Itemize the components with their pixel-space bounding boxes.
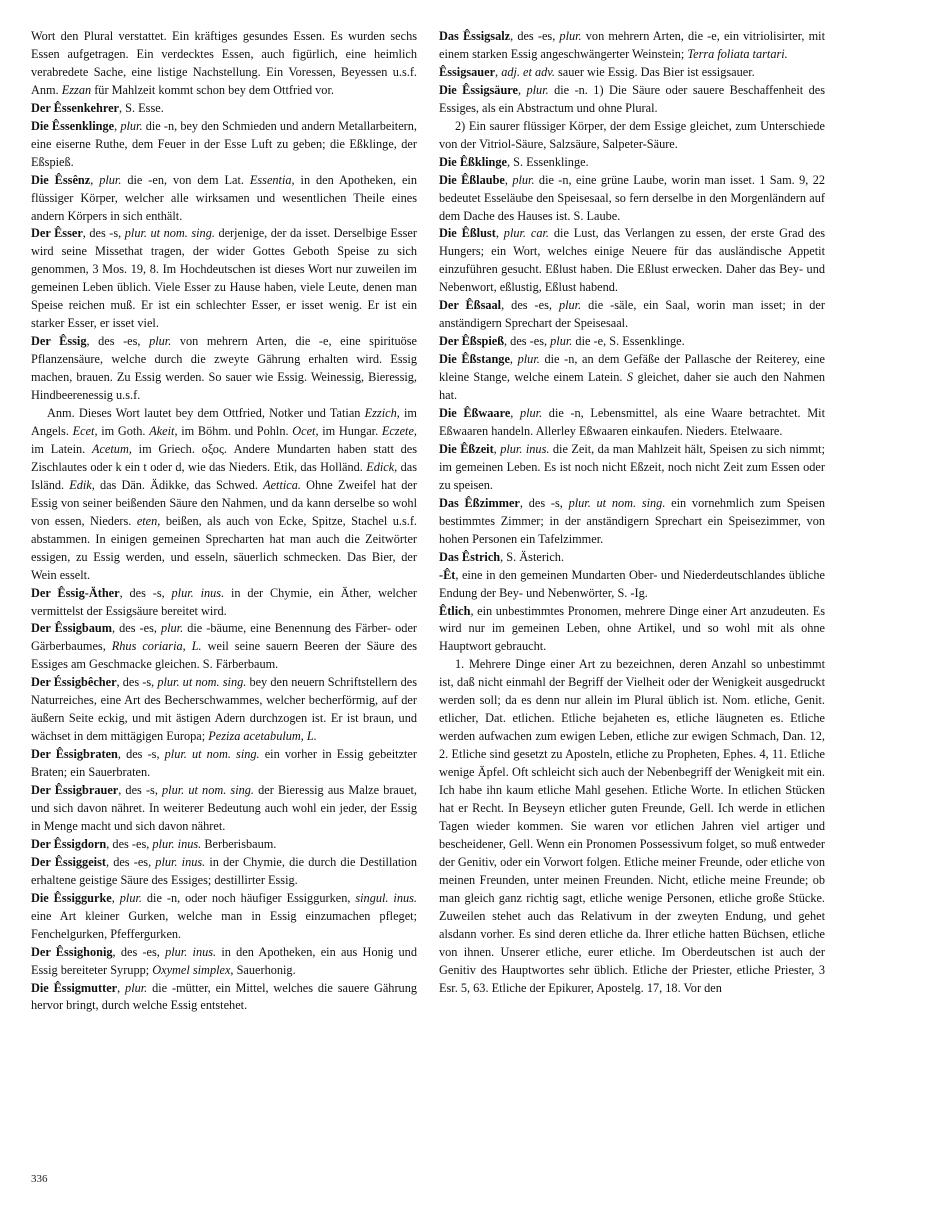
entry-text: , — [114, 118, 121, 133]
entry-text: , S. Esse. — [119, 100, 164, 115]
right-entry — [439, 154, 825, 172]
entry-text: , des -es, — [510, 29, 560, 43]
italic-text: plur. car. — [503, 226, 549, 241]
italic-text: plur. — [125, 980, 148, 995]
italic-text: Peziza acetabulum, L. — [208, 729, 317, 744]
headword: Die Êssigsäure — [439, 82, 518, 97]
right-entry — [439, 603, 825, 657]
entry-text: , des -es, — [112, 944, 166, 959]
italic-text: Edick, — [366, 459, 398, 474]
italic-text: plur. — [517, 352, 540, 367]
right-entry — [439, 64, 825, 82]
right-entry — [439, 405, 825, 441]
headword: Der Êssigbrauer — [31, 783, 119, 798]
entry-text: sauer wie Essig. Das Bier ist essigsauer. — [554, 64, 755, 79]
entry-text: die -säle, ein Saal, worin man isset; in der anständigern Sprechart der Speisesaal. — [439, 298, 825, 331]
right-entry — [439, 297, 825, 333]
right-entry — [439, 333, 825, 351]
right-entry — [439, 441, 825, 495]
italic-text: plur. — [149, 334, 172, 349]
entry-text: die -n, eine grüne Laube, worin man isset. 1 Sam. 9, 22 bedeutet Esseläube den Speisesaal, so fern derselbe in den Morgenländern auf dem Dache des Hauses ist. S. Laube. — [439, 172, 825, 223]
entry-text: eine Art kleiner Gurken, welche man in Essig einzumachen pfleget; Fenchelgurken, Pfeffergurken. — [31, 908, 417, 941]
entry-text: , — [510, 406, 520, 421]
left-entry — [31, 333, 417, 405]
entry-text: , — [517, 82, 527, 97]
entry-text: Berberisbaum. — [201, 836, 277, 851]
entry-text: 1. Mehrere Dinge einer Art zu bezeichnen, deren Anzahl so unbestimmt ist, daß nicht einmahl der Begriff der Vielheit oder der Wenigkeit ausgedruckt werden soll; da es denn nur allein im Plural üblich ist. Nom. etliche, Genit. etlicher, Dat. etlichen. Etliche bejaheten es, etliche läugneten es. Etliche werden aufwachen zum ewigen Leben, etliche zur ewigen Schmach, Dan. 12, 2. Etliche sind gesetzt zu Aposteln, etliche zu Propheten, Ephes. 4, 11. Etliche wenige Äpfel. Oft schleicht sich auch der Nebenbegriff der Wenigkeit mit ein. Ich habe ihn kaum etliche Mahl gesehen. Etliche Worte. In etlichen Stücken hat er Recht. In Beyseyn etlicher guten Freunde, Gell. Ich werde in etlichen Tagen wieder kommen. Sie waren vor etlichen Jahren viel artiger und bescheidener, Gell. Wenn ein Pronomen Possessivum folget, so muß entweder der Genitiv, oder ein Vorwort folgen. Etliche meiner Freunde, oder etliche von meinen Freunden, unter meinen Freunden. Nicht, etliche meine Freunde; ob man gleich ganz richtig sagt, etliche wenige Personen, etliche große Stücke. Zuweilen stehet auch das Relativum in der zweyten Endung, und gehet alsdann vorher. Es sind deren etliche da. Ihrer etliche hatten Büchsen, etliche von ihnen. Unserer etliche, eurer etliche. Im Oberdeutschen ist auch der Genitiv des Hauptwortes sehr üblich. Etliche der Priester, etliche Priester, 3 Esr. 5, 63. Etliche der Epikurer, Apostelg. 17, 18. Vor den — [439, 657, 825, 995]
left-entry — [31, 28, 417, 100]
entry-text: , ein unbestimmtes Pronomen, mehrere Dinge einer Art anzudeuten. Es wird nur im gemeinen Leben, ohne Artikel, und so wohl mit als ohne Hauptwort gebraucht. — [439, 603, 825, 654]
italic-text: plur. ut nom. sing. — [568, 495, 666, 510]
italic-text: eten, — [136, 513, 161, 528]
headword: Das Êssigsalz — [439, 29, 511, 43]
entry-text: Anm. Dieses Wort lautet bey dem Ottfried, Notker und Tatian — [47, 406, 365, 421]
entry-text: , des -es, — [501, 298, 559, 313]
headword: Der Êßsaal — [439, 298, 502, 313]
headword: Der Êssenkehrer — [31, 100, 120, 115]
right-entry — [439, 567, 825, 603]
entry-text: , des -es, — [105, 854, 156, 869]
entry-text: , — [90, 172, 100, 187]
entry-text: die Lust, das Verlangen zu essen, der erste Grad des Hungers; ein Wort, welches einige Neuere für das ausländische Appetit einzuführen gesucht. Eßlust haben. Die Eßlust erwecken. Daher das Bey- und Nebenwort, eßlustig, Eßlust habend. — [439, 226, 825, 295]
right-entry — [439, 172, 825, 226]
entry-text: in den Apotheken, ein flüssiger Körper, welcher alle wirksamen und wesentlichen Theile eines andern Körpers in sich enthält. — [31, 172, 417, 223]
italic-text: Ezzich, — [364, 406, 400, 421]
italic-text: plur. — [99, 172, 122, 187]
italic-text: plur. — [512, 172, 535, 187]
entry-text: weil seine sauern Beeren der Säure des Essiges am Geschmacke gleichen. S. Färberbaum. — [31, 639, 417, 672]
headword: Der Êssig — [31, 334, 87, 349]
headword: Der Êsser — [31, 226, 83, 241]
entry-text: das Isländ. — [31, 459, 418, 492]
italic-text: plur. inus. — [171, 585, 225, 600]
headword: Die Êßzeit — [439, 441, 494, 456]
headword: Die Êßlaube — [439, 172, 505, 187]
left-entry — [31, 782, 417, 836]
entry-text: derjenige, der da isset. Derselbige Esser wird seine Missethat tragen, der wider Gottes Geboth Speise zu sich genommen, 3 Mos. 19, 8. Im Hochdeutschen ist dieses Wort nur zuweilen im gemeinen Leben üblich. Viele Esser zu Hause haben, viele Leute, denen man Speise reichen muß. Er ist ein schlechter Esser, er isset wenig. Er ist ein starker Esser, er isset viel. — [31, 226, 417, 331]
entry-text: gleichet, daher sie auch den Nahmen hat. — [439, 370, 825, 403]
right-entry — [439, 82, 825, 118]
entry-text: , — [111, 890, 120, 905]
italic-text: S — [626, 370, 634, 385]
entry-text: die -n, oder noch häufiger Essiggurken, — [141, 890, 356, 905]
left-entry — [31, 100, 417, 118]
italic-text: Aettica. — [263, 477, 301, 492]
right-column — [439, 28, 825, 997]
left-entry — [31, 854, 417, 890]
entry-text: , des -es, — [86, 334, 150, 349]
entry-text: , — [117, 980, 126, 995]
left-paragraph — [31, 405, 417, 585]
entry-text: das Dän. Ädikke, das Schwed. — [94, 477, 264, 492]
italic-text: plur. inus. — [165, 944, 217, 959]
entry-text: im Latein. — [31, 441, 92, 456]
italic-text: singul. inus. — [355, 890, 417, 905]
entry-text: im Griech. οξος. Andere Mundarten haben statt des Zischlautes oder k ein t oder d, wie das Nieders. Etik, das Holländ. — [31, 441, 417, 474]
italic-text: Essentia, — [249, 172, 295, 187]
italic-text: Terra foliata tartari. — [687, 46, 788, 61]
entry-text: die -n. 1) Die Säure oder sauere Beschaffenheit des Essiges, als ein Abstractum und ohne Plural. — [439, 82, 825, 115]
headword: Der Éssigbêcher — [31, 675, 117, 690]
left-entry — [31, 674, 417, 746]
entry-text: im Böhm. und Pohln. — [177, 423, 293, 438]
entry-text: , S. Essenklinge. — [507, 154, 589, 169]
headword: Das Êßzimmer — [439, 495, 520, 510]
italic-text: plur. — [119, 890, 142, 905]
italic-text: plur. inus. — [500, 441, 550, 456]
entry-text: die -en, von dem Lat. — [121, 172, 250, 187]
headword: Der Êßspieß — [439, 334, 505, 349]
right-paragraph — [439, 656, 825, 997]
entry-text: 2) Ein saurer flüssiger Körper, der dem Essige gleichet, zum Unterschiede von der Vitriol-Säure, Salzsäure, Salpeter-Säure. — [439, 118, 825, 151]
entry-text: Ohne Zweifel hat der Essig von seiner beißenden Säure den Nahmen, und da kann derselbe so wohl von essen, Nieders. — [31, 477, 417, 528]
headword: Das Êstrich — [439, 549, 501, 564]
headword: Die Êssenklinge — [31, 118, 115, 133]
italic-text: Oxymel simplex, — [152, 962, 234, 977]
italic-text: Ezzan — [61, 82, 92, 97]
right-entry — [439, 351, 825, 405]
italic-text: Akeit, — [149, 423, 178, 438]
headword: Die Êßklinge — [439, 154, 507, 169]
italic-text: Ocet, — [292, 423, 319, 438]
entry-text: die Zeit, da man Mahlzeit hält, Speisen zu sich nimmt; im gemeinen Leben. Es ist noch nicht Eßzeit, noch nicht Zeit zum Essen oder zu speisen. — [439, 441, 825, 492]
italic-text: Rhus coriaria, L. — [111, 639, 202, 654]
entry-text: , des -es, — [504, 334, 551, 349]
entry-text: , des -es, — [106, 836, 153, 851]
headword: Die Êssiggurke — [31, 890, 112, 905]
left-entry — [31, 225, 417, 333]
entry-text: Wort den Plural verstattet. Ein kräftiges gesundes Essen. Es wurden sechs Essen aufgetragen. Ein verdecktes Essen, auch figürlich, eine heimlich verabredete Sache, eine listige Nachstellung. Ein Voressen, Beyessen u.s.f. Anm. — [31, 29, 417, 97]
italic-text: plur. ut nom. sing. — [164, 747, 260, 762]
entry-text: für Mahlzeit kommt schon bey dem Ottfried vor. — [91, 82, 334, 97]
entry-text: im Hungar. — [318, 423, 382, 438]
entry-text: , des -s, — [116, 675, 158, 690]
entry-text: ein vornehmlich zum Speisen bestimmtes Zimmer; in der anständigern Sprechart ein Speisezimmer, von hohen Personen ein Tafelzimmer. — [439, 495, 825, 546]
entry-text: die -mütter, ein Mittel, welches die sauere Gährung hervor bringt, durch welche Essig entstehet. — [31, 980, 417, 1013]
right-entry — [439, 549, 825, 567]
headword: Der Êssig-Äther — [31, 585, 120, 600]
entry-text: von mehrern Arten, die -e, ein vitriolisirter, mit einem starken Essig angeschwängerter Weinstein; — [439, 29, 825, 61]
left-entry — [31, 118, 417, 172]
entry-text: im Angels. — [31, 406, 417, 438]
entry-text: im Goth. — [97, 423, 150, 438]
entry-text: , des -es, — [112, 621, 161, 636]
left-entry — [31, 172, 417, 226]
left-entry — [31, 980, 417, 1016]
headword: Die Êßstange — [439, 352, 510, 367]
headword: Der Êssigbraten — [31, 747, 118, 762]
page-number: 336 — [31, 1173, 48, 1185]
headword: Der Êssigbaum — [31, 621, 113, 636]
headword: Die Êssênz — [31, 172, 91, 187]
left-entry — [31, 890, 417, 944]
entry-text: beißen, als auch von Ecke, Spitze, Stachel u.s.f. abstammen. In einigen gemeinen Sprecharten hat man auch die Zeitwörter essigen, zu Essig werden, und esseln, säuerlich schmecken. Das Bier, der Wein esselt. — [31, 513, 417, 582]
italic-text: adj. et adv. — [501, 64, 555, 79]
italic-text: plur. ut nom. sing. — [162, 783, 254, 798]
headword: Die Êßwaare — [439, 406, 511, 421]
entry-text: , des -s, — [117, 747, 165, 762]
entry-text: , — [495, 226, 504, 241]
italic-text: plur. — [120, 118, 143, 133]
entry-text: , — [509, 352, 518, 367]
entry-text: , — [495, 64, 502, 79]
left-entry — [31, 944, 417, 980]
entry-text: die -bäume, eine Benennung des Färber- oder Gärberbaumes, — [31, 621, 417, 654]
entry-text: , — [504, 172, 513, 187]
italic-text: plur. — [558, 298, 582, 313]
left-entry — [31, 746, 417, 782]
italic-text: plur. — [559, 29, 582, 43]
headword: Der Êssiggeist — [31, 854, 106, 869]
entry-text: , des -s, — [119, 585, 172, 600]
entry-text: die -n, bey den Schmieden und andern Metallarbeitern, eine eiserne Ruthe, dem Feuer in der Esse Luft zu geben; die Eßklinge, der Eßspieß. — [31, 118, 417, 169]
left-entry — [31, 585, 417, 621]
entry-text: bey den neuern Schriftstellern des Naturreiches, eine Art des Becherschwammes, welcher becherförmig, auf der äußern Seite eckig, und mit ästigen Adern durchzogen ist. Er ist braun, und wächset in dem mittägigen Europa; — [31, 675, 417, 744]
italic-text: Eczete, — [381, 423, 417, 438]
entry-text: die -e, S. Essenklinge. — [572, 334, 685, 349]
headword: Die Êßlust — [439, 226, 496, 241]
entry-text: ein vorher in Essig gebeitzter Braten; ein Sauerbraten. — [31, 747, 417, 780]
right-entry — [439, 225, 825, 297]
right-paragraph — [439, 118, 825, 154]
entry-text: , eine in den gemeinen Mundarten Ober- und Niederdeutschlandes übliche Endung der Bey- und Nebenwörter, S. -Ig. — [439, 567, 825, 600]
headword: Êssigsauer — [439, 64, 496, 79]
right-entry — [439, 495, 825, 549]
entry-text: , des -s, — [118, 783, 163, 798]
italic-text: plur. — [526, 82, 549, 97]
italic-text: plur. — [160, 621, 184, 636]
entry-text: , des -s, — [519, 495, 569, 510]
entry-text: in den Apotheken, ein aus Honig und Essig bereiteter Syrupp; — [31, 944, 417, 977]
entry-text: von mehrern Arten, die -e, eine spirituöse Pflanzensäure, welche durch die zweyte Gährung erhalten wird. Essig machen, brauen. Zu Essig werden. So sauer wie Essig. Weinessig, Bieressig, Hindbeerenessig u.s.f. — [31, 334, 417, 403]
entry-text: , S. Ästerich. — [500, 549, 565, 564]
left-entry — [31, 836, 417, 854]
entry-text: in der Chymie, die durch die Destillation erhaltene geistige Säure des Essiges; destillirter Essig. — [31, 854, 417, 887]
entry-text: der Bieressig aus Malze brauet, und sich davon nähret. In weiterer Bedeutung auch wohl ein jeder, der Essig in Menge macht und sich davon nähret. — [31, 783, 417, 833]
entry-text: , — [493, 441, 501, 456]
entry-text: die -n, Lebensmittel, als eine Waare betrachtet. Mit Eßwaaren handeln. Allerley Eßwaaren einkaufen. Nieders. Etelwaare. — [439, 406, 825, 438]
italic-text: Ecet, — [72, 423, 98, 438]
headword: -Êt — [439, 567, 456, 582]
italic-text: Acetum, — [91, 441, 132, 456]
headword: Der Êssigdorn — [31, 836, 107, 851]
left-entry — [31, 620, 417, 674]
right-entry — [439, 28, 825, 64]
italic-text: Edik, — [69, 477, 95, 492]
left-column — [31, 28, 417, 1015]
italic-text: plur. — [550, 334, 573, 349]
italic-text: plur. ut nom. sing. — [157, 675, 247, 690]
headword: Êtlich — [439, 603, 471, 618]
headword: Der Êssighonig — [31, 944, 113, 959]
italic-text: plur. inus. — [152, 836, 202, 851]
italic-text: plur. ut nom. sing. — [124, 226, 215, 241]
italic-text: plur. inus. — [155, 854, 206, 869]
entry-text: Sauerhonig. — [233, 962, 296, 977]
entry-text: , des -s, — [82, 226, 125, 241]
entry-text: in der Chymie, ein Äther, welcher vermittelst der Essigsäure bereitet wird. — [31, 585, 417, 618]
italic-text: plur. — [519, 406, 543, 421]
entry-text: die -n, an dem Gefäße der Pallasche der Reiterey, eine kleine Stange, welche einem Latein. — [439, 352, 825, 385]
headword: Die Êssigmutter — [31, 980, 118, 995]
